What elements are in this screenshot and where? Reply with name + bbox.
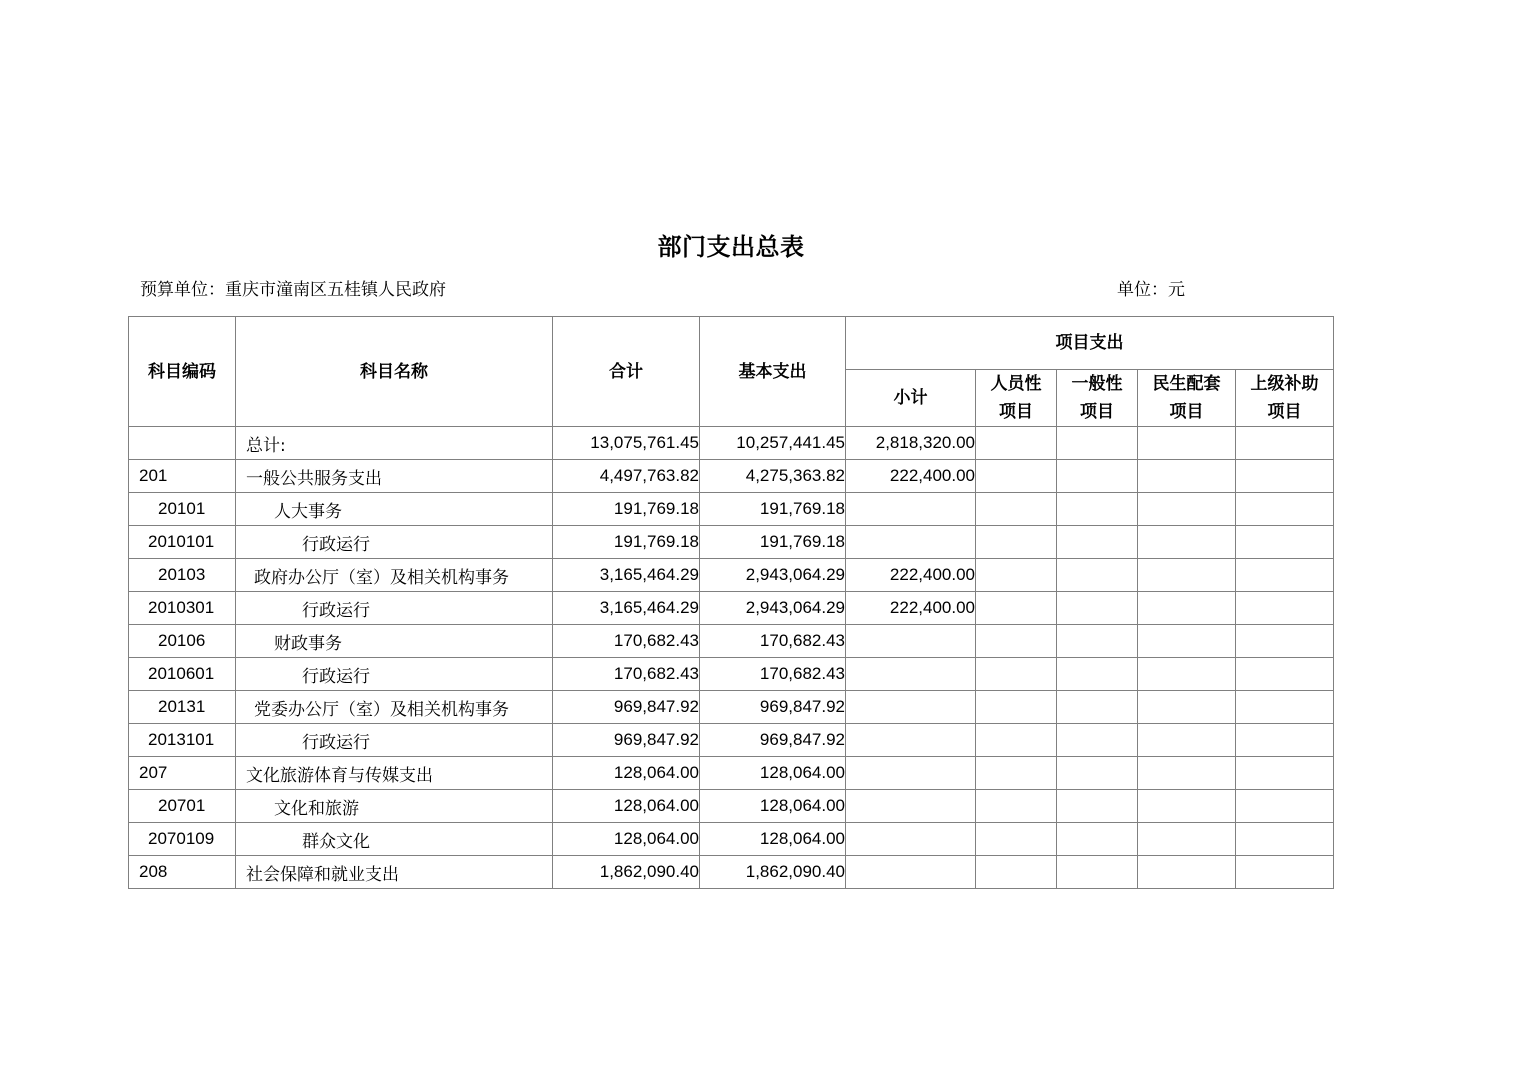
header-name: 科目名称 xyxy=(236,317,553,427)
cell-livelihood xyxy=(1138,790,1236,823)
cell-general xyxy=(1057,427,1138,460)
cell-general xyxy=(1057,592,1138,625)
cell-total: 1,862,090.40 xyxy=(553,856,700,889)
cell-basic: 128,064.00 xyxy=(700,823,846,856)
cell-superior xyxy=(1236,691,1334,724)
cell-personnel xyxy=(976,526,1057,559)
cell-name: 文化旅游体育与传媒支出 xyxy=(236,757,553,790)
cell-basic: 969,847.92 xyxy=(700,691,846,724)
cell-total: 128,064.00 xyxy=(553,757,700,790)
cell-superior xyxy=(1236,625,1334,658)
table-row xyxy=(129,559,1334,592)
cell-livelihood xyxy=(1138,823,1236,856)
cell-total: 3,165,464.29 xyxy=(553,559,700,592)
cell-code: 20701 xyxy=(129,790,236,823)
cell-basic: 128,064.00 xyxy=(700,757,846,790)
cell-basic: 1,862,090.40 xyxy=(700,856,846,889)
cell-livelihood xyxy=(1138,724,1236,757)
table-row xyxy=(129,493,1334,526)
cell-general xyxy=(1057,526,1138,559)
cell-livelihood xyxy=(1138,691,1236,724)
cell-personnel xyxy=(976,757,1057,790)
cell-general xyxy=(1057,856,1138,889)
cell-name: 政府办公厅（室）及相关机构事务 xyxy=(236,559,553,592)
cell-livelihood xyxy=(1138,592,1236,625)
cell-personnel xyxy=(976,592,1057,625)
cell-subtotal xyxy=(846,757,976,790)
cell-personnel xyxy=(976,691,1057,724)
header-personnel-line1: 人员性 xyxy=(990,374,1042,394)
cell-code xyxy=(129,427,236,460)
cell-code: 2013101 xyxy=(129,724,236,757)
cell-personnel xyxy=(976,823,1057,856)
cell-total: 4,497,763.82 xyxy=(553,460,700,493)
cell-code: 2010101 xyxy=(129,526,236,559)
table-row xyxy=(129,790,1334,823)
header-livelihood xyxy=(1138,370,1236,427)
cell-subtotal xyxy=(846,493,976,526)
header-total: 合计 xyxy=(553,317,700,427)
cell-code: 2010301 xyxy=(129,592,236,625)
cell-livelihood xyxy=(1138,526,1236,559)
header-subtotal: 小计 xyxy=(846,370,976,427)
cell-total: 170,682.43 xyxy=(553,658,700,691)
table-row xyxy=(129,658,1334,691)
header-personnel xyxy=(976,370,1057,427)
cell-basic: 191,769.18 xyxy=(700,526,846,559)
cell-superior xyxy=(1236,757,1334,790)
cell-livelihood xyxy=(1138,559,1236,592)
cell-basic: 170,682.43 xyxy=(700,625,846,658)
cell-code: 201 xyxy=(129,460,236,493)
cell-basic: 128,064.00 xyxy=(700,790,846,823)
cell-livelihood xyxy=(1138,856,1236,889)
expenditure-table xyxy=(128,316,1334,889)
cell-total: 128,064.00 xyxy=(553,790,700,823)
cell-livelihood xyxy=(1138,493,1236,526)
cell-general xyxy=(1057,691,1138,724)
cell-subtotal xyxy=(846,724,976,757)
budget-unit-label: 预算单位：重庆市潼南区五桂镇人民政府 xyxy=(140,280,446,300)
cell-subtotal: 2,818,320.00 xyxy=(846,427,976,460)
cell-total: 3,165,464.29 xyxy=(553,592,700,625)
page-title: 部门支出总表 xyxy=(657,233,805,261)
cell-subtotal xyxy=(846,823,976,856)
cell-name: 人大事务 xyxy=(236,493,553,526)
cell-name: 行政运行 xyxy=(236,592,553,625)
cell-name: 总计: xyxy=(236,427,553,460)
table-row xyxy=(129,691,1334,724)
header-superior-line2: 项目 xyxy=(1267,402,1302,422)
cell-total: 969,847.92 xyxy=(553,724,700,757)
cell-basic: 969,847.92 xyxy=(700,724,846,757)
cell-subtotal: 222,400.00 xyxy=(846,559,976,592)
cell-superior xyxy=(1236,460,1334,493)
cell-basic: 10,257,441.45 xyxy=(700,427,846,460)
cell-general xyxy=(1057,625,1138,658)
header-livelihood-line1: 民生配套 xyxy=(1152,374,1221,394)
cell-personnel xyxy=(976,625,1057,658)
cell-name: 社会保障和就业支出 xyxy=(236,856,553,889)
table-row xyxy=(129,526,1334,559)
cell-superior xyxy=(1236,823,1334,856)
cell-code: 20106 xyxy=(129,625,236,658)
cell-personnel xyxy=(976,460,1057,493)
cell-superior xyxy=(1236,526,1334,559)
table-row xyxy=(129,856,1334,889)
cell-code: 20131 xyxy=(129,691,236,724)
cell-total: 191,769.18 xyxy=(553,526,700,559)
header-superior xyxy=(1236,370,1334,427)
cell-superior xyxy=(1236,592,1334,625)
cell-subtotal xyxy=(846,691,976,724)
currency-unit-label: 单位：元 xyxy=(1117,280,1185,300)
table-row xyxy=(129,823,1334,856)
cell-basic: 170,682.43 xyxy=(700,658,846,691)
cell-name: 行政运行 xyxy=(236,658,553,691)
cell-livelihood xyxy=(1138,625,1236,658)
cell-name: 一般公共服务支出 xyxy=(236,460,553,493)
header-code: 科目编码 xyxy=(129,317,236,427)
cell-total: 191,769.18 xyxy=(553,493,700,526)
cell-general xyxy=(1057,658,1138,691)
cell-name: 党委办公厅（室）及相关机构事务 xyxy=(236,691,553,724)
table-header-row xyxy=(129,317,1334,370)
cell-subtotal xyxy=(846,790,976,823)
cell-name: 文化和旅游 xyxy=(236,790,553,823)
header-livelihood-line2: 项目 xyxy=(1169,402,1204,422)
table-row xyxy=(129,460,1334,493)
cell-subtotal: 222,400.00 xyxy=(846,592,976,625)
cell-code: 2010601 xyxy=(129,658,236,691)
cell-livelihood xyxy=(1138,427,1236,460)
cell-subtotal xyxy=(846,856,976,889)
cell-code: 208 xyxy=(129,856,236,889)
cell-total: 969,847.92 xyxy=(553,691,700,724)
cell-code: 20103 xyxy=(129,559,236,592)
cell-basic: 2,943,064.29 xyxy=(700,559,846,592)
header-general-line2: 项目 xyxy=(1080,402,1114,422)
header-basic: 基本支出 xyxy=(700,317,846,427)
cell-basic: 191,769.18 xyxy=(700,493,846,526)
cell-general xyxy=(1057,724,1138,757)
cell-superior xyxy=(1236,724,1334,757)
cell-personnel xyxy=(976,856,1057,889)
cell-code: 20101 xyxy=(129,493,236,526)
cell-total: 13,075,761.45 xyxy=(553,427,700,460)
header-superior-line1: 上级补助 xyxy=(1250,374,1319,394)
cell-subtotal: 222,400.00 xyxy=(846,460,976,493)
cell-personnel xyxy=(976,790,1057,823)
cell-personnel xyxy=(976,493,1057,526)
cell-general xyxy=(1057,823,1138,856)
header-project: 项目支出 xyxy=(846,317,1334,370)
header-general-line1: 一般性 xyxy=(1071,374,1123,394)
header-general xyxy=(1057,370,1138,427)
cell-basic: 4,275,363.82 xyxy=(700,460,846,493)
cell-superior xyxy=(1236,493,1334,526)
cell-general xyxy=(1057,493,1138,526)
cell-livelihood xyxy=(1138,757,1236,790)
cell-personnel xyxy=(976,724,1057,757)
cell-name: 行政运行 xyxy=(236,724,553,757)
cell-subtotal xyxy=(846,526,976,559)
table-row xyxy=(129,625,1334,658)
cell-superior xyxy=(1236,856,1334,889)
cell-subtotal xyxy=(846,625,976,658)
cell-general xyxy=(1057,559,1138,592)
cell-personnel xyxy=(976,658,1057,691)
cell-personnel xyxy=(976,427,1057,460)
table-row xyxy=(129,757,1334,790)
table-row xyxy=(129,592,1334,625)
cell-basic: 2,943,064.29 xyxy=(700,592,846,625)
cell-total: 128,064.00 xyxy=(553,823,700,856)
cell-total: 170,682.43 xyxy=(553,625,700,658)
cell-general xyxy=(1057,790,1138,823)
table-row xyxy=(129,724,1334,757)
cell-name: 群众文化 xyxy=(236,823,553,856)
cell-personnel xyxy=(976,559,1057,592)
cell-superior xyxy=(1236,790,1334,823)
cell-name: 行政运行 xyxy=(236,526,553,559)
cell-name: 财政事务 xyxy=(236,625,553,658)
cell-superior xyxy=(1236,559,1334,592)
cell-code: 2070109 xyxy=(129,823,236,856)
cell-general xyxy=(1057,757,1138,790)
cell-subtotal xyxy=(846,658,976,691)
cell-livelihood xyxy=(1138,460,1236,493)
cell-general xyxy=(1057,460,1138,493)
cell-code: 207 xyxy=(129,757,236,790)
table-row xyxy=(129,427,1334,460)
cell-livelihood xyxy=(1138,658,1236,691)
cell-superior xyxy=(1236,427,1334,460)
cell-superior xyxy=(1236,658,1334,691)
header-personnel-line2: 项目 xyxy=(999,402,1033,422)
